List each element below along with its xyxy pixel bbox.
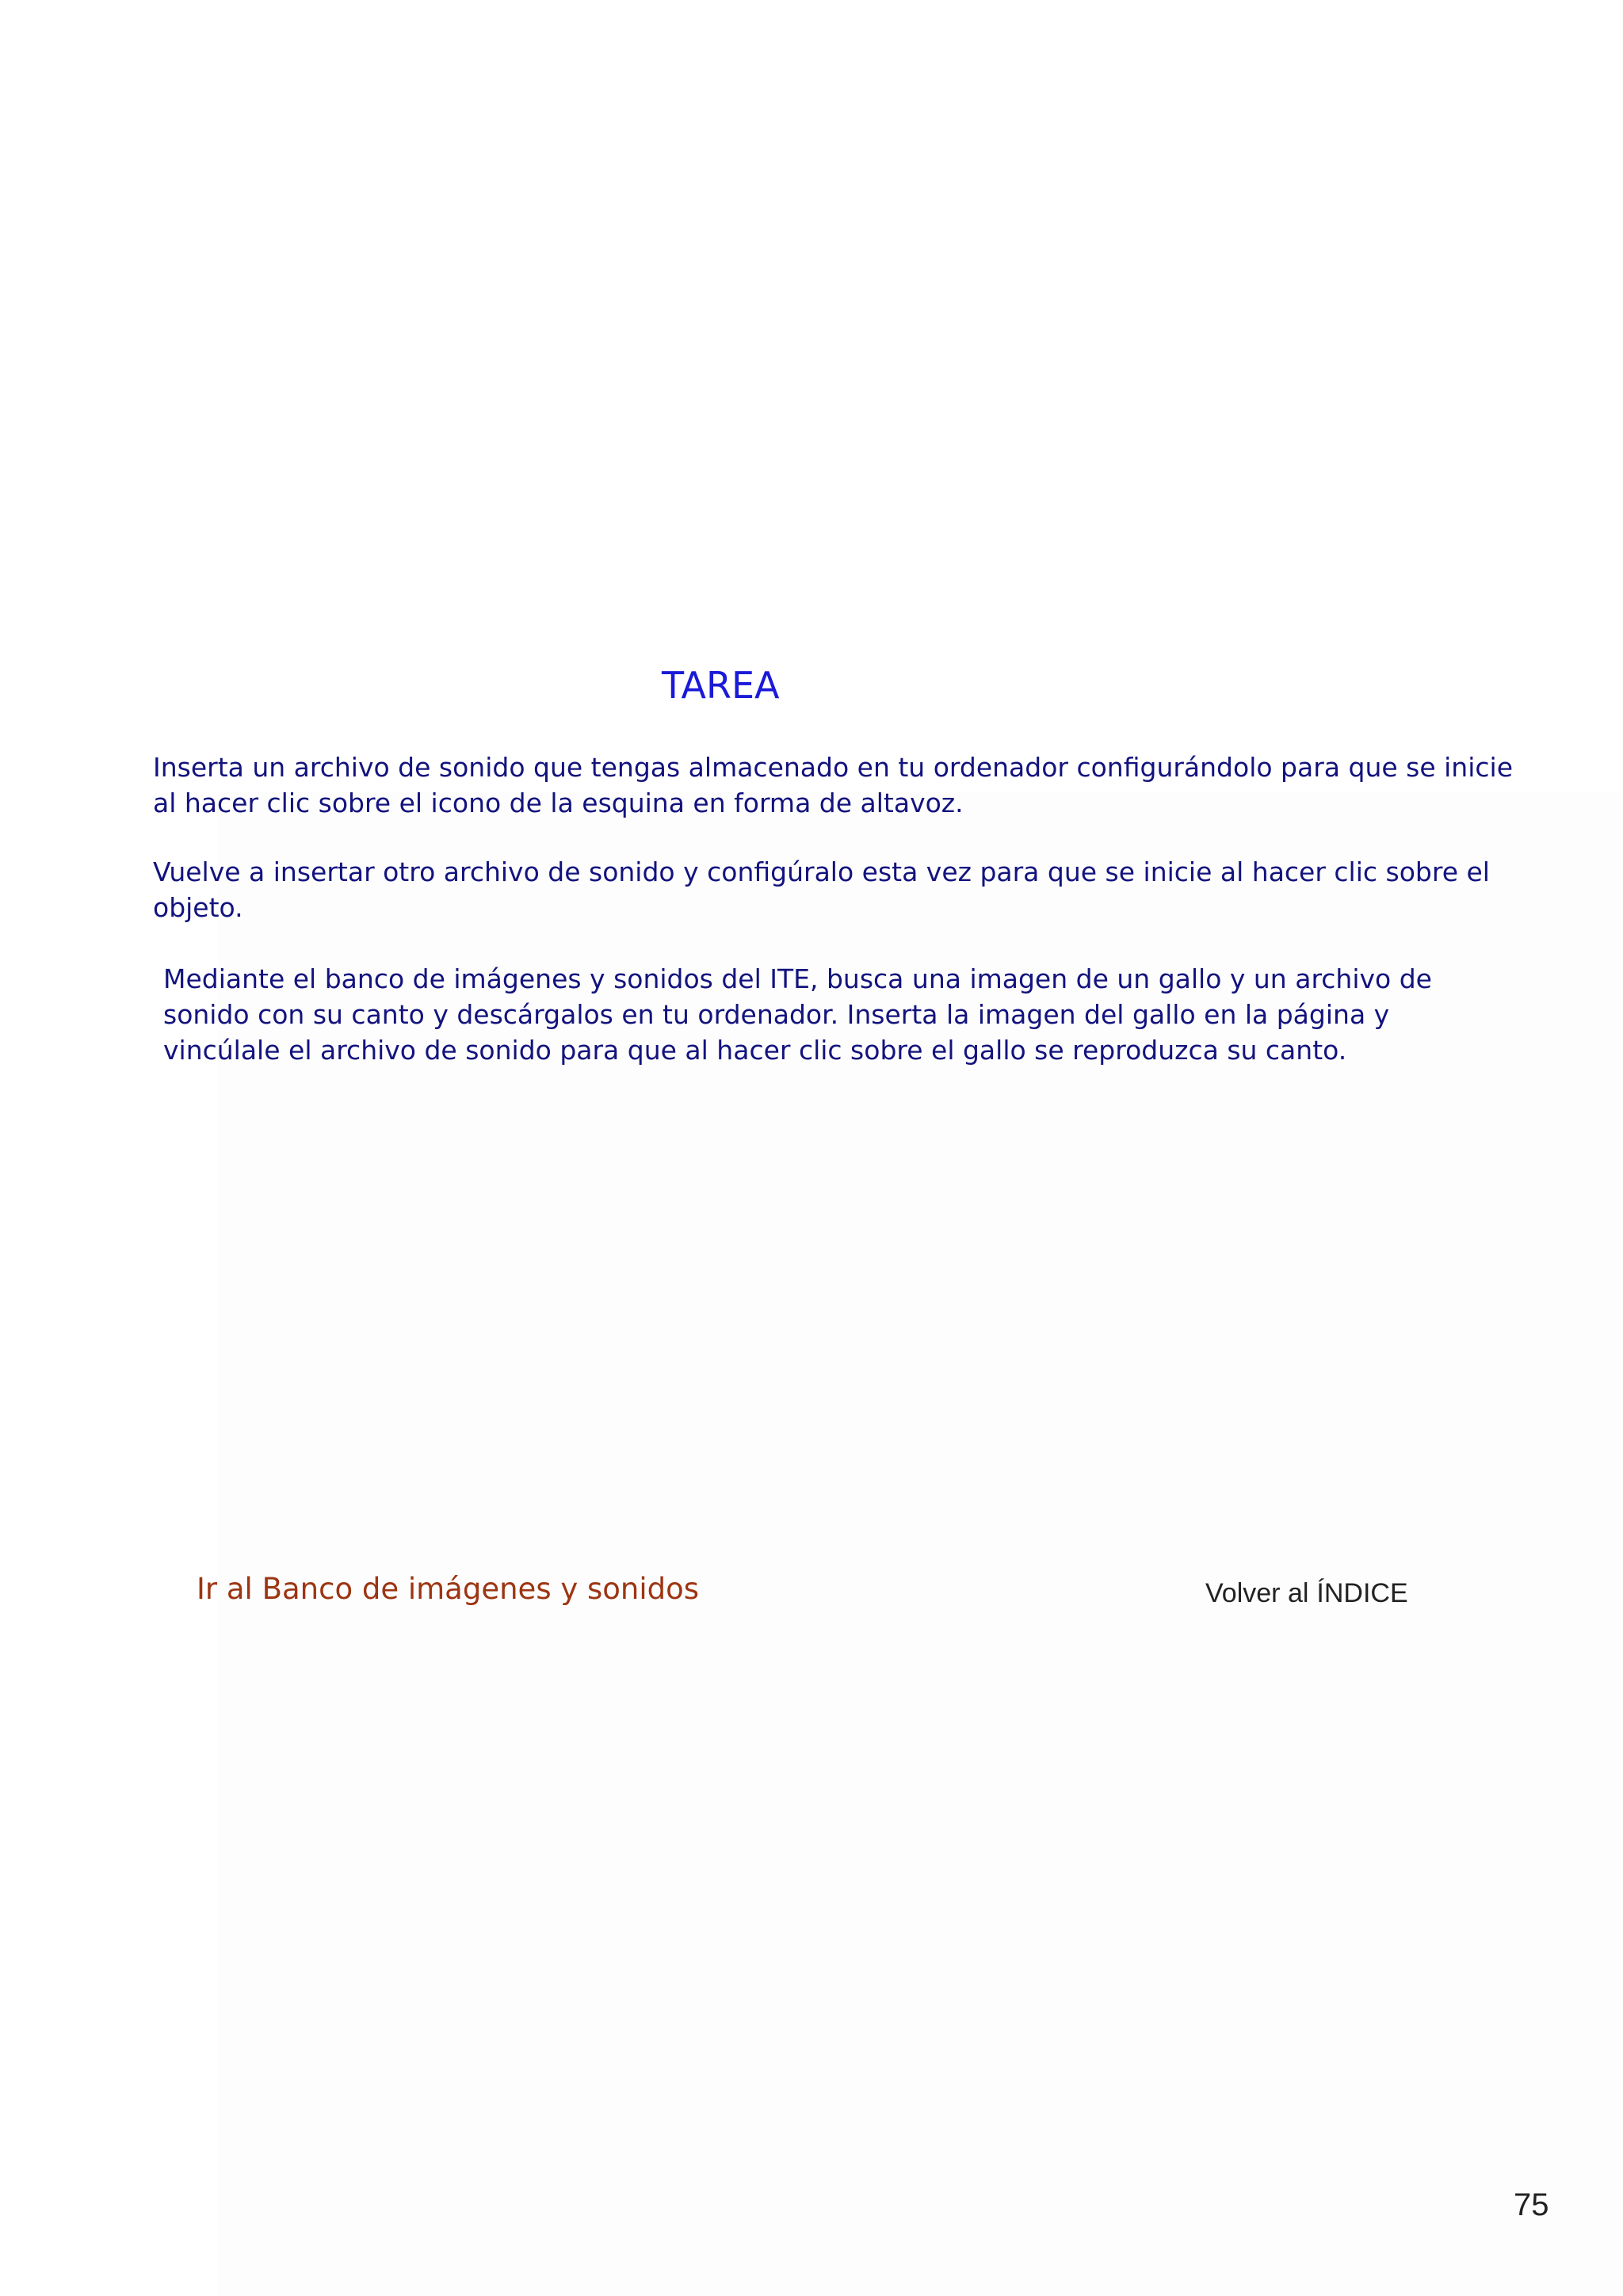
banco-imagenes-link[interactable]: Ir al Banco de imágenes y sonidos: [197, 1572, 700, 1606]
paragraph-line: al hacer clic sobre el icono de la esquina en forma de altavoz.: [153, 788, 964, 818]
paragraph-line: Inserta un archivo de sonido que tengas almacenado en tu ordenador configurándolo para que se inicie: [153, 752, 1513, 783]
paragraph-line: objeto.: [153, 892, 243, 923]
task-title: TAREA: [662, 664, 780, 707]
indice-label: ÍNDICE: [1316, 1578, 1408, 1608]
task-paragraph-3: [163, 961, 1432, 1068]
task-paragraph-2: [153, 854, 1490, 925]
paragraph-line: vincúlale el archivo de sonido para que al hacer clic sobre el gallo se reproduzca su canto.: [163, 1035, 1347, 1066]
volver-indice-link[interactable]: [1205, 1579, 1408, 1608]
page-number: 75: [1514, 2187, 1549, 2222]
paragraph-line: sonido con su canto y descárgalos en tu ordenador. Inserta la imagen del gallo en la página y: [163, 999, 1390, 1030]
paragraph-line: Mediante el banco de imágenes y sonidos del ITE, busca una imagen de un gallo y un archivo de: [163, 963, 1432, 994]
task-paragraph-1: [153, 749, 1513, 821]
paragraph-line: Vuelve a insertar otro archivo de sonido y configúralo esta vez para que se inicie al hacer clic sobre el: [153, 856, 1490, 887]
volver-prefix: Volver al: [1205, 1578, 1309, 1608]
